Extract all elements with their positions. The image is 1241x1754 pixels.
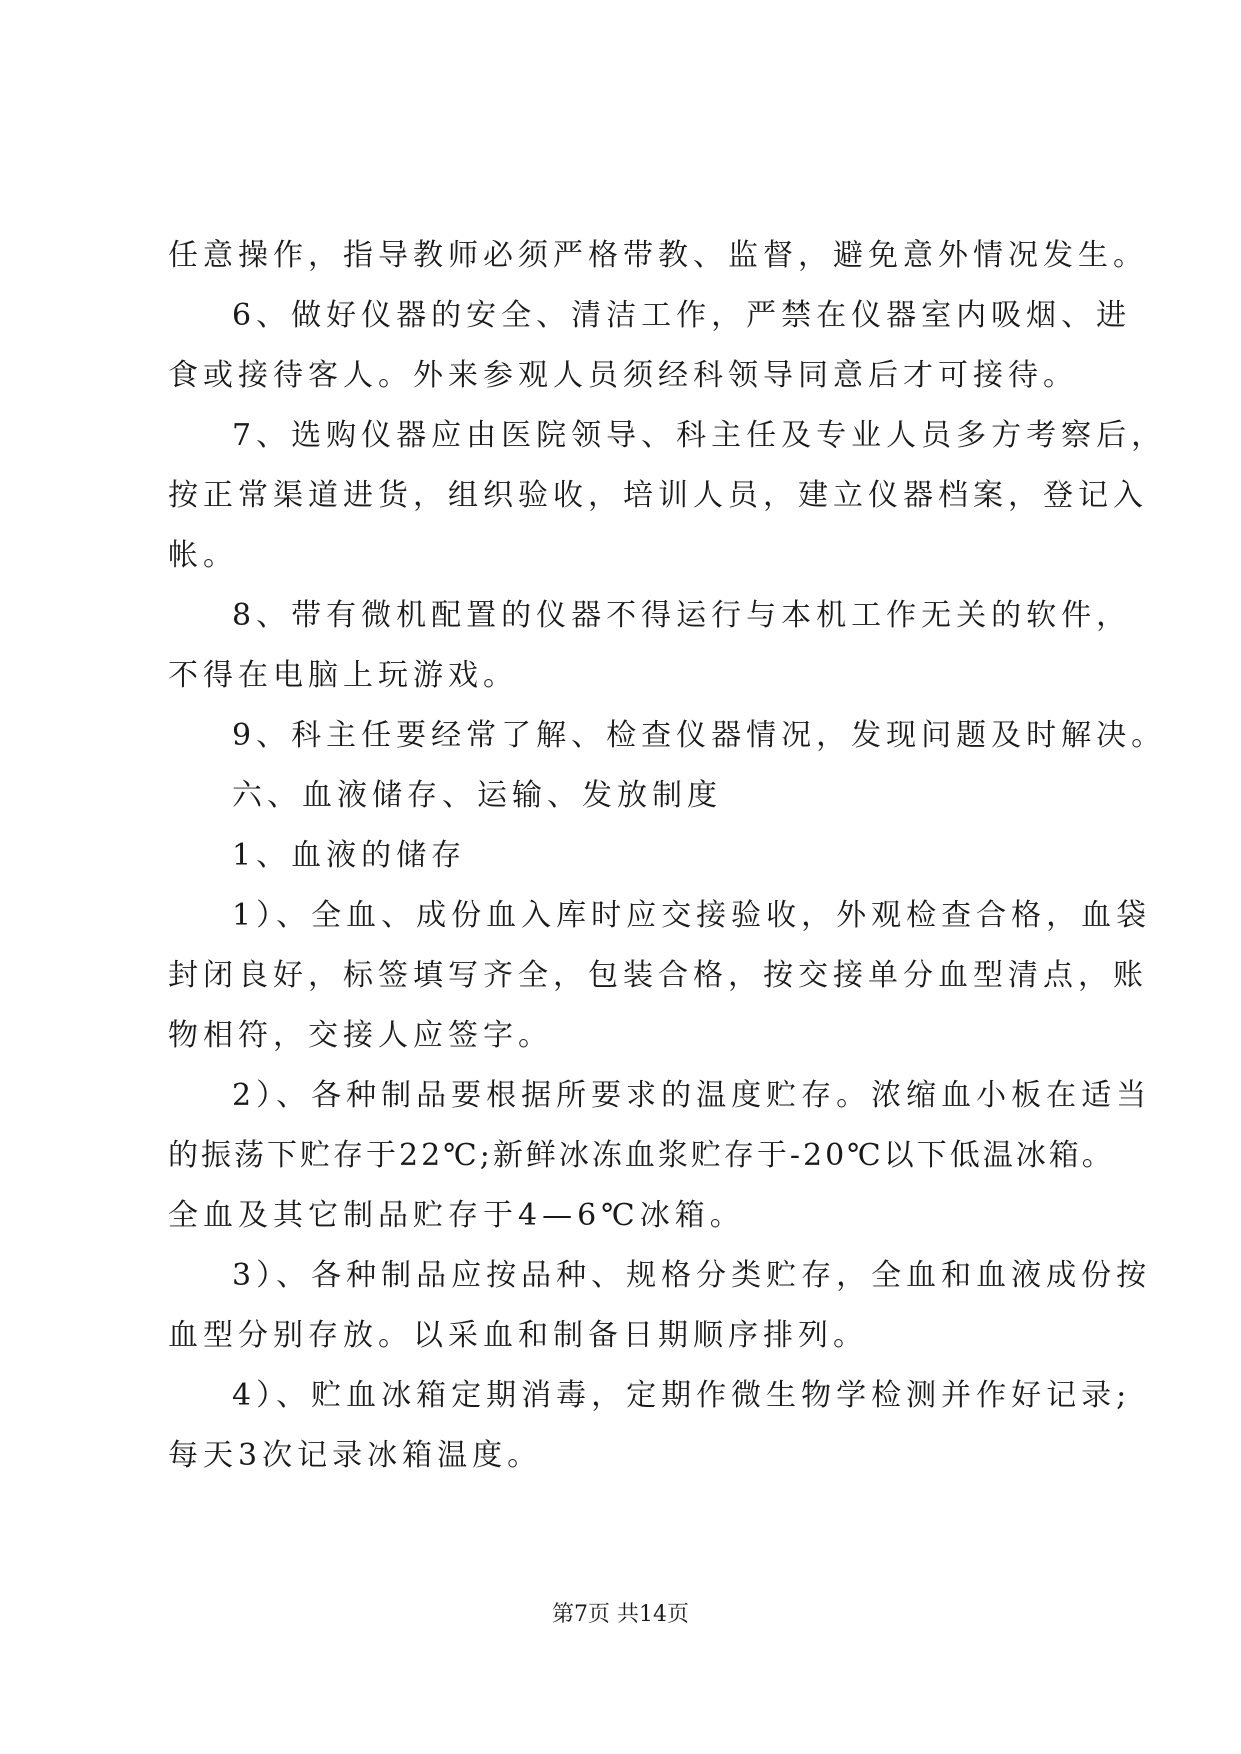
text-line: 8、带有微机配置的仪器不得运行与本机工作无关的软件， [232, 598, 1132, 633]
text-line: 按正常渠道进货，组织验收，培训人员，建立仪器档案，登记入 [168, 478, 1148, 513]
text-line: 6、做好仪器的安全、清洁工作，严禁在仪器室内吸烟、进 [232, 298, 1132, 333]
section-heading: 六、血液储存、运输、发放制度 [232, 778, 722, 813]
text-line: 3）、各种制品应按品种、规格分类贮存，全血和血液成份按 [232, 1258, 1152, 1293]
text-line: 9、科主任要经常了解、检查仪器情况，发现问题及时解决。 [232, 718, 1167, 753]
text-line: 4）、贮血冰箱定期消毒，定期作微生物学检测并作好记录; [232, 1378, 1132, 1413]
page-footer [0, 1600, 1241, 1630]
text-line: 帐。 [168, 538, 238, 573]
text-line: 每天3次记录冰箱温度。 [168, 1438, 543, 1473]
text-line: 的振荡下贮存于22℃;新鲜冰冻血浆贮存于-20℃以下低温冰箱。 [168, 1138, 1115, 1173]
text-line: 血型分别存放。以采血和制备日期顺序排列。 [168, 1318, 868, 1353]
text-line: 1）、全血、成份血入库时应交接验收，外观检查合格，血袋 [232, 898, 1152, 933]
text-line: 2）、各种制品要根据所要求的温度贮存。浓缩血小板在适当 [232, 1078, 1152, 1113]
text-line: 全血及其它制品贮存于4—6℃冰箱。 [168, 1198, 745, 1233]
text-line: 7、选购仪器应由医院领导、科主任及专业人员多方考察后， [232, 418, 1167, 453]
page-indicator: 第7页 共14页 [552, 1602, 689, 1627]
text-line: 物相符，交接人应签字。 [168, 1018, 553, 1053]
text-line: 食或接待客人。外来参观人员须经科领导同意后才可接待。 [168, 358, 1078, 393]
text-line: 封闭良好，标签填写齐全，包装合格，按交接单分血型清点，账 [168, 958, 1148, 993]
text-line: 不得在电脑上玩游戏。 [168, 658, 518, 693]
subsection-heading: 1、血液的储存 [232, 838, 467, 873]
text-line: 任意操作，指导教师必须严格带教、监督，避免意外情况发生。 [168, 238, 1148, 273]
